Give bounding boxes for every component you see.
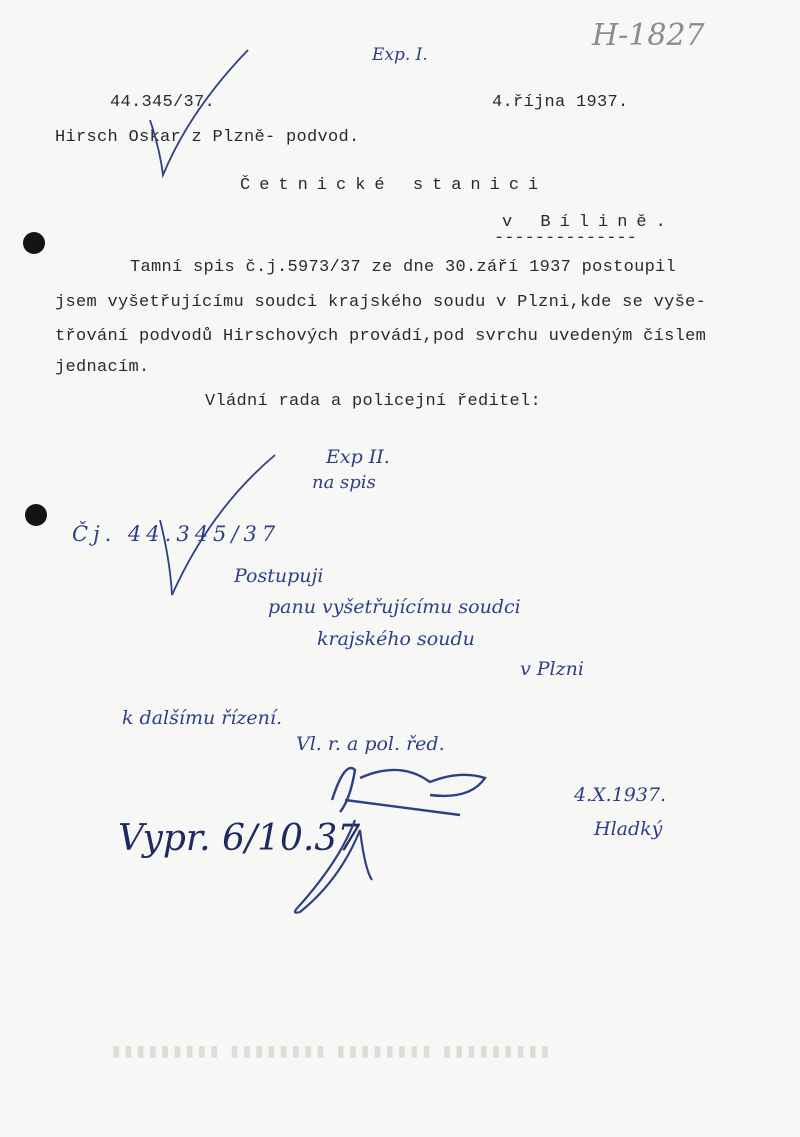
handwritten-line-4: v Plzni [520,658,584,680]
exp-mark: Exp. I. [372,45,428,65]
handwritten-line-6: Vl. r. a pol. řed. [296,733,445,755]
handwritten-name-note: Hladký [594,818,663,840]
handwritten-reference: Čj. 44.345/37 [72,522,281,546]
handwritten-line-2: panu vyšetřujícímu soudci [268,596,521,618]
exp2-note: na spis [312,472,376,493]
addressee-line-2: v Bílině. [502,213,675,232]
archive-mark: H-1827 [592,18,705,53]
check-mark-middle [160,455,275,595]
handwritten-line-3: krajského soudu [317,628,475,650]
addressee-underline: -------------- [494,229,637,248]
signatory-title: Vládní rada a policejní ředitel: [205,392,542,411]
subject-line: Hirsch Oskar z Plzně- podvod. [55,128,360,147]
body-line-3: třování podvodů Hirschových provádí,pod svrchu uvedeným číslem [55,327,707,346]
body-line-2: jsem vyšetřujícímu soudci krajského soudu v Plzni,kde se vyše- [55,293,707,312]
check-mark-top [150,50,248,175]
file-number: 44.345/37. [110,93,216,112]
handwritten-dispatch-note: Vypr. 6/10.37 [118,818,361,859]
handwritten-date-note: 4.X.1937. [574,784,667,806]
handwritten-postupuji: Postupuji [234,565,324,587]
body-line-1: Tamní spis č.j.5973/37 ze dne 30.září 1937 postoupil [130,258,677,277]
body-line-4: jednacím. [55,358,150,377]
show-through-letterhead: ▮▮▮▮▮▮▮▮▮ ▮▮▮▮▮▮▮▮ ▮▮▮▮▮▮▮▮ ▮▮▮▮▮▮▮▮▮ [112,1044,554,1061]
loop-signature [295,820,372,913]
addressee-line-1: Četnické stanici [240,176,548,195]
signature-scribble [332,768,485,815]
handwritten-line-5: k dalšímu řízení. [122,707,283,729]
exp2-mark: Exp II. [326,446,390,468]
document-date: 4.října 1937. [492,93,629,112]
